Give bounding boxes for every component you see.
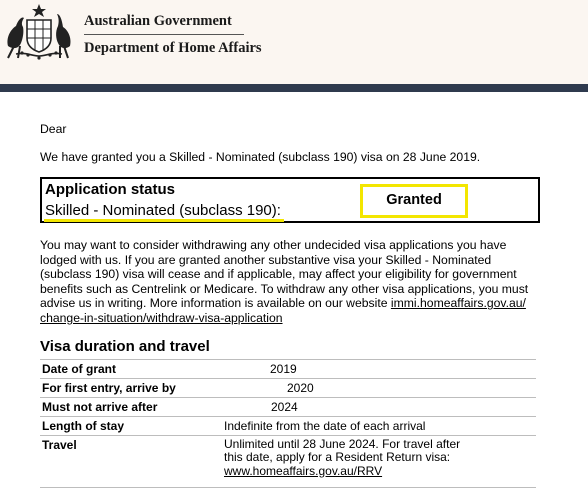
row-label: Travel [42, 438, 77, 452]
withdrawal-advice-paragraph [40, 238, 540, 326]
row-label: Date of grant [42, 362, 117, 376]
government-name: Australian Government [84, 13, 232, 29]
visa-duration-title: Visa duration and travel [40, 338, 210, 355]
row-label: For first entry, arrive by [42, 381, 176, 395]
table-row [40, 378, 536, 397]
row-value: 2019 [270, 362, 297, 376]
paragraph-line: You may want to consider withdrawing any other undecided visa applications you have [40, 238, 507, 252]
travel-value-line: Unlimited until 28 June 2024. For travel after [224, 437, 461, 451]
letterhead [0, 0, 588, 84]
row-label: Length of stay [42, 419, 125, 433]
row-value: Indefinite from the date of each arrival [224, 419, 426, 433]
status-visa-name: Skilled - Nominated (subclass 190): [45, 202, 281, 219]
department-name: Department of Home Affairs [84, 40, 262, 56]
coat-of-arms-icon [2, 2, 76, 62]
row-value: 2020 [287, 381, 314, 395]
row-label: Must not arrive after [42, 400, 158, 414]
visa-name-highlight [44, 219, 284, 222]
resident-return-visa-link[interactable]: www.homeaffairs.gov.au/RRV [224, 463, 383, 478]
visa-duration-table [40, 359, 536, 488]
travel-value-line: this date, apply for a Resident Return visa: [224, 450, 451, 465]
row-value [224, 438, 534, 478]
table-row [40, 435, 536, 488]
table-row [40, 359, 536, 378]
status-title: Application status [45, 181, 176, 198]
paragraph-line-text: advise us in writing. More information is available on our website [40, 296, 391, 311]
status-value: Granted [386, 192, 442, 208]
paragraph-line: lodged with us. If you are granted another substantive visa your Skilled - Nominated [40, 252, 492, 267]
letter-greeting: Dear [40, 122, 67, 136]
paragraph-line [40, 296, 540, 311]
header-band [0, 84, 588, 92]
application-status-box [40, 177, 540, 223]
row-value: 2024 [271, 400, 298, 414]
grant-statement: We have granted you a Skilled - Nominated (subclass 190) visa on 28 June 2019. [40, 150, 481, 164]
withdraw-visa-link-part1[interactable]: immi.homeaffairs.gov.au/ [390, 296, 526, 311]
withdraw-visa-link-part2[interactable]: change-in-situation/withdraw-visa-application [40, 310, 283, 325]
table-row [40, 397, 536, 416]
paragraph-line: benefits such as Centrelink or Medicare. To withdraw any other visa applications, you must [40, 281, 529, 296]
letterhead-divider [84, 34, 244, 35]
table-row [40, 416, 536, 435]
paragraph-line: (subclass 190) visa will cease and if applicable, may affect your eligibility for government [40, 267, 517, 282]
